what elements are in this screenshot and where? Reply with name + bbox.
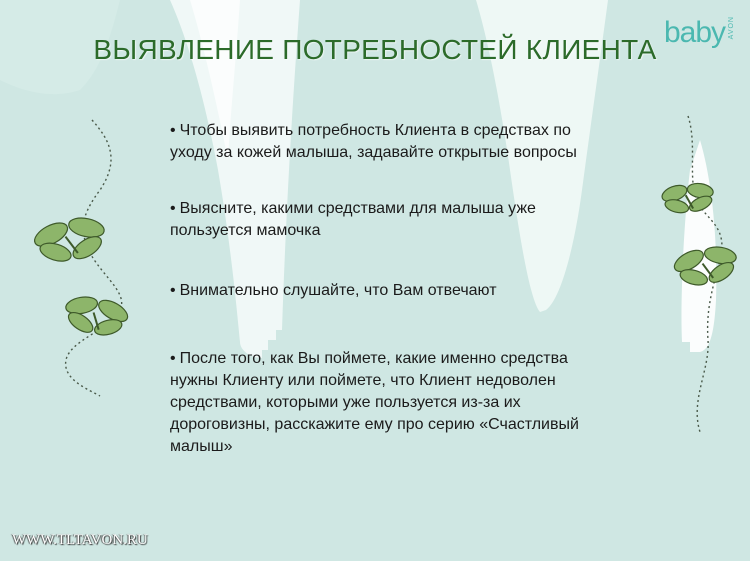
bullet-mark: •: [170, 122, 176, 139]
dragonfly-icon: [669, 239, 743, 292]
dragonfly-icon: [59, 289, 133, 342]
bullet-item: [170, 120, 590, 164]
dotted-flight-path: [66, 120, 122, 396]
avon-baby-logo: [664, 14, 744, 54]
logo-brand: AVON: [728, 16, 735, 40]
website-watermark: WWW.TLTAVON.RU: [12, 532, 148, 548]
bullet-mark: •: [170, 282, 176, 299]
bullet-text: Выясните, какими средствами для малыша уже пользуется мамочка: [170, 200, 536, 239]
dragonfly-icon: [660, 179, 717, 217]
logo-word: baby: [664, 16, 726, 49]
dragonfly-icon: [30, 210, 111, 269]
bullet-text: Чтобы выявить потребность Клиента в средствах по уходу за кожей малыша, задавайте открытые вопросы: [170, 122, 577, 161]
dragonfly-decoration-right: [660, 110, 750, 440]
slide-title: ВЫЯВЛЕНИЕ ПОТРЕБНОСТЕЙ КЛИЕНТА: [93, 34, 657, 65]
bullet-item: [170, 280, 590, 302]
bullet-mark: •: [170, 350, 176, 367]
bullet-text: Внимательно слушайте, что Вам отвечают: [179, 282, 497, 299]
bullet-item: [170, 348, 590, 458]
dragonfly-decoration-left: [30, 110, 140, 400]
bullet-item: [170, 198, 590, 242]
bullet-text: После того, как Вы поймете, какие именно средства нужны Клиенту или поймете, что Клиент недоволен средствами, которыми уже пользуется из-за их дороговизны, расскажите ему про серию «Счастливый малыш»: [170, 350, 579, 455]
bullet-mark: •: [170, 200, 176, 217]
